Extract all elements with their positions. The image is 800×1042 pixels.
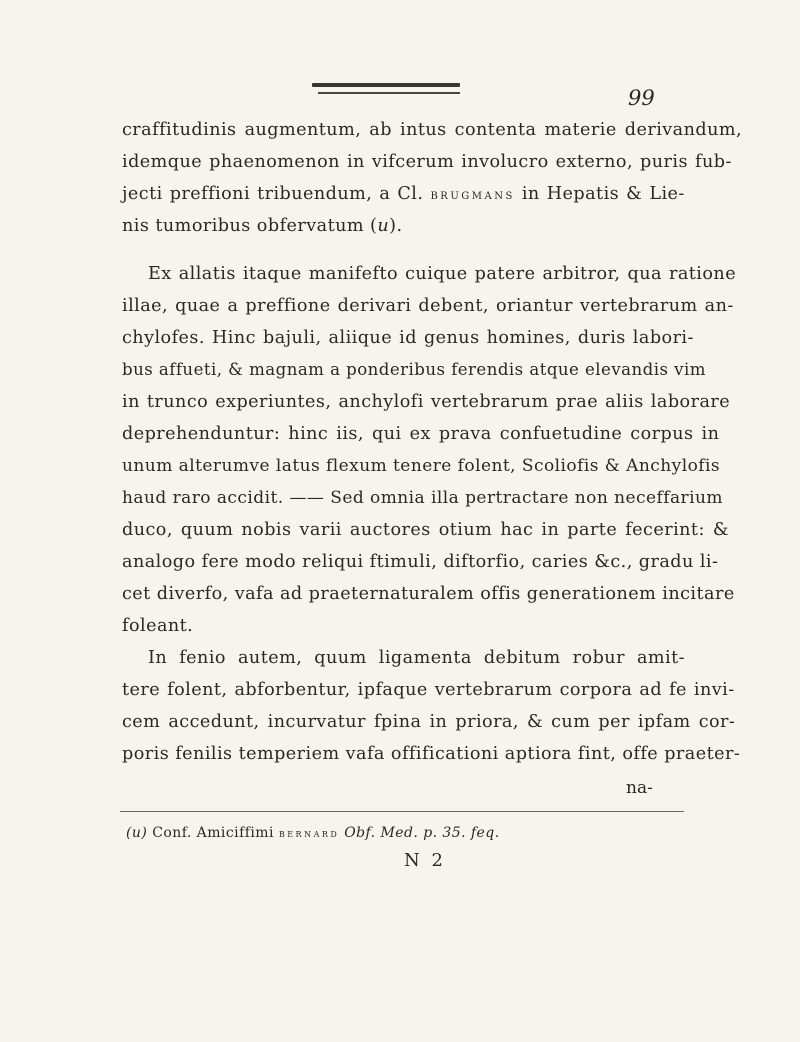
- text-segment: ).: [389, 216, 403, 236]
- text-line: cet diverfo, vafa ad praeternaturalem offis generationem incitare: [122, 584, 735, 604]
- text-line: foleant.: [122, 616, 194, 636]
- author-name: brugmans: [430, 187, 515, 203]
- text-segment: in Hepatis & Lie-: [514, 184, 685, 204]
- text-line: in trunco experiuntes, anchylofi vertebrarum prae aliis laborare: [122, 392, 731, 412]
- footnote-citation: Obf. Med. p. 35. feq.: [339, 825, 500, 841]
- text-line: In fenio autem, quum ligamenta debitum robur amit-: [148, 648, 686, 668]
- footnote-reference: u: [377, 216, 390, 236]
- text-line: Ex allatis itaque manifefto cuique patere arbitror, qua ratione: [148, 264, 737, 284]
- text-line: craffitudinis augmentum, ab intus contenta materie derivandum,: [122, 120, 743, 140]
- text-line: tere folent, abforbentur, ipfaque vertebrarum corpora ad fe invi-: [122, 680, 735, 700]
- text-line: deprehenduntur: hinc iis, qui ex prava confuetudine corpus in: [122, 424, 720, 444]
- text-line: [122, 218, 403, 236]
- footnote-text: Conf. Amiciffimi: [147, 825, 279, 841]
- signature-mark: N 2: [404, 850, 446, 871]
- header-rule-thin: [318, 92, 460, 94]
- page-number: 99: [628, 86, 655, 110]
- text-line: chylofes. Hinc bajuli, aliique id genus homines, duris labori-: [122, 328, 694, 348]
- footnote-author: bernard: [278, 827, 340, 840]
- text-line: unum alterumve latus flexum tenere folent, Scoliofis & Anchylofis: [122, 456, 721, 476]
- text-line: duco, quum nobis varii auctores otium hac in parte fecerint: &: [122, 520, 729, 540]
- text-segment: nis tumoribus obfervatum (: [122, 216, 378, 236]
- text-segment: jecti preffioni tribuendum, a Cl.: [122, 184, 431, 204]
- text-line: cem accedunt, incurvatur fpina in priora, & cum per ipfam cor-: [122, 712, 736, 732]
- text-line: poris fenilis temperiem vafa offificationi aptiora fint, offe praeter-: [122, 744, 741, 764]
- text-line: haud raro accidit. —— Sed omnia illa pertractare non neceffarium: [122, 488, 723, 508]
- text-line: [122, 186, 685, 204]
- footnote-rule: [120, 811, 684, 812]
- text-line: idemque phaenomenon in vifcerum involucro externo, puris fub-: [122, 152, 732, 172]
- footnote: [126, 826, 500, 840]
- text-line: analogo fere modo reliqui ftimuli, diftorfio, caries &c., gradu li-: [122, 552, 719, 572]
- header-ornament-rule: [312, 83, 460, 97]
- text-line: bus affueti, & magnam a ponderibus ferendis atque elevandis vim: [122, 360, 706, 379]
- catchword: na-: [626, 778, 653, 798]
- header-rule-thick: [312, 83, 460, 87]
- text-line: illae, quae a preffione derivari debent, oriantur vertebrarum an-: [122, 296, 734, 316]
- footnote-marker: (u): [126, 825, 148, 841]
